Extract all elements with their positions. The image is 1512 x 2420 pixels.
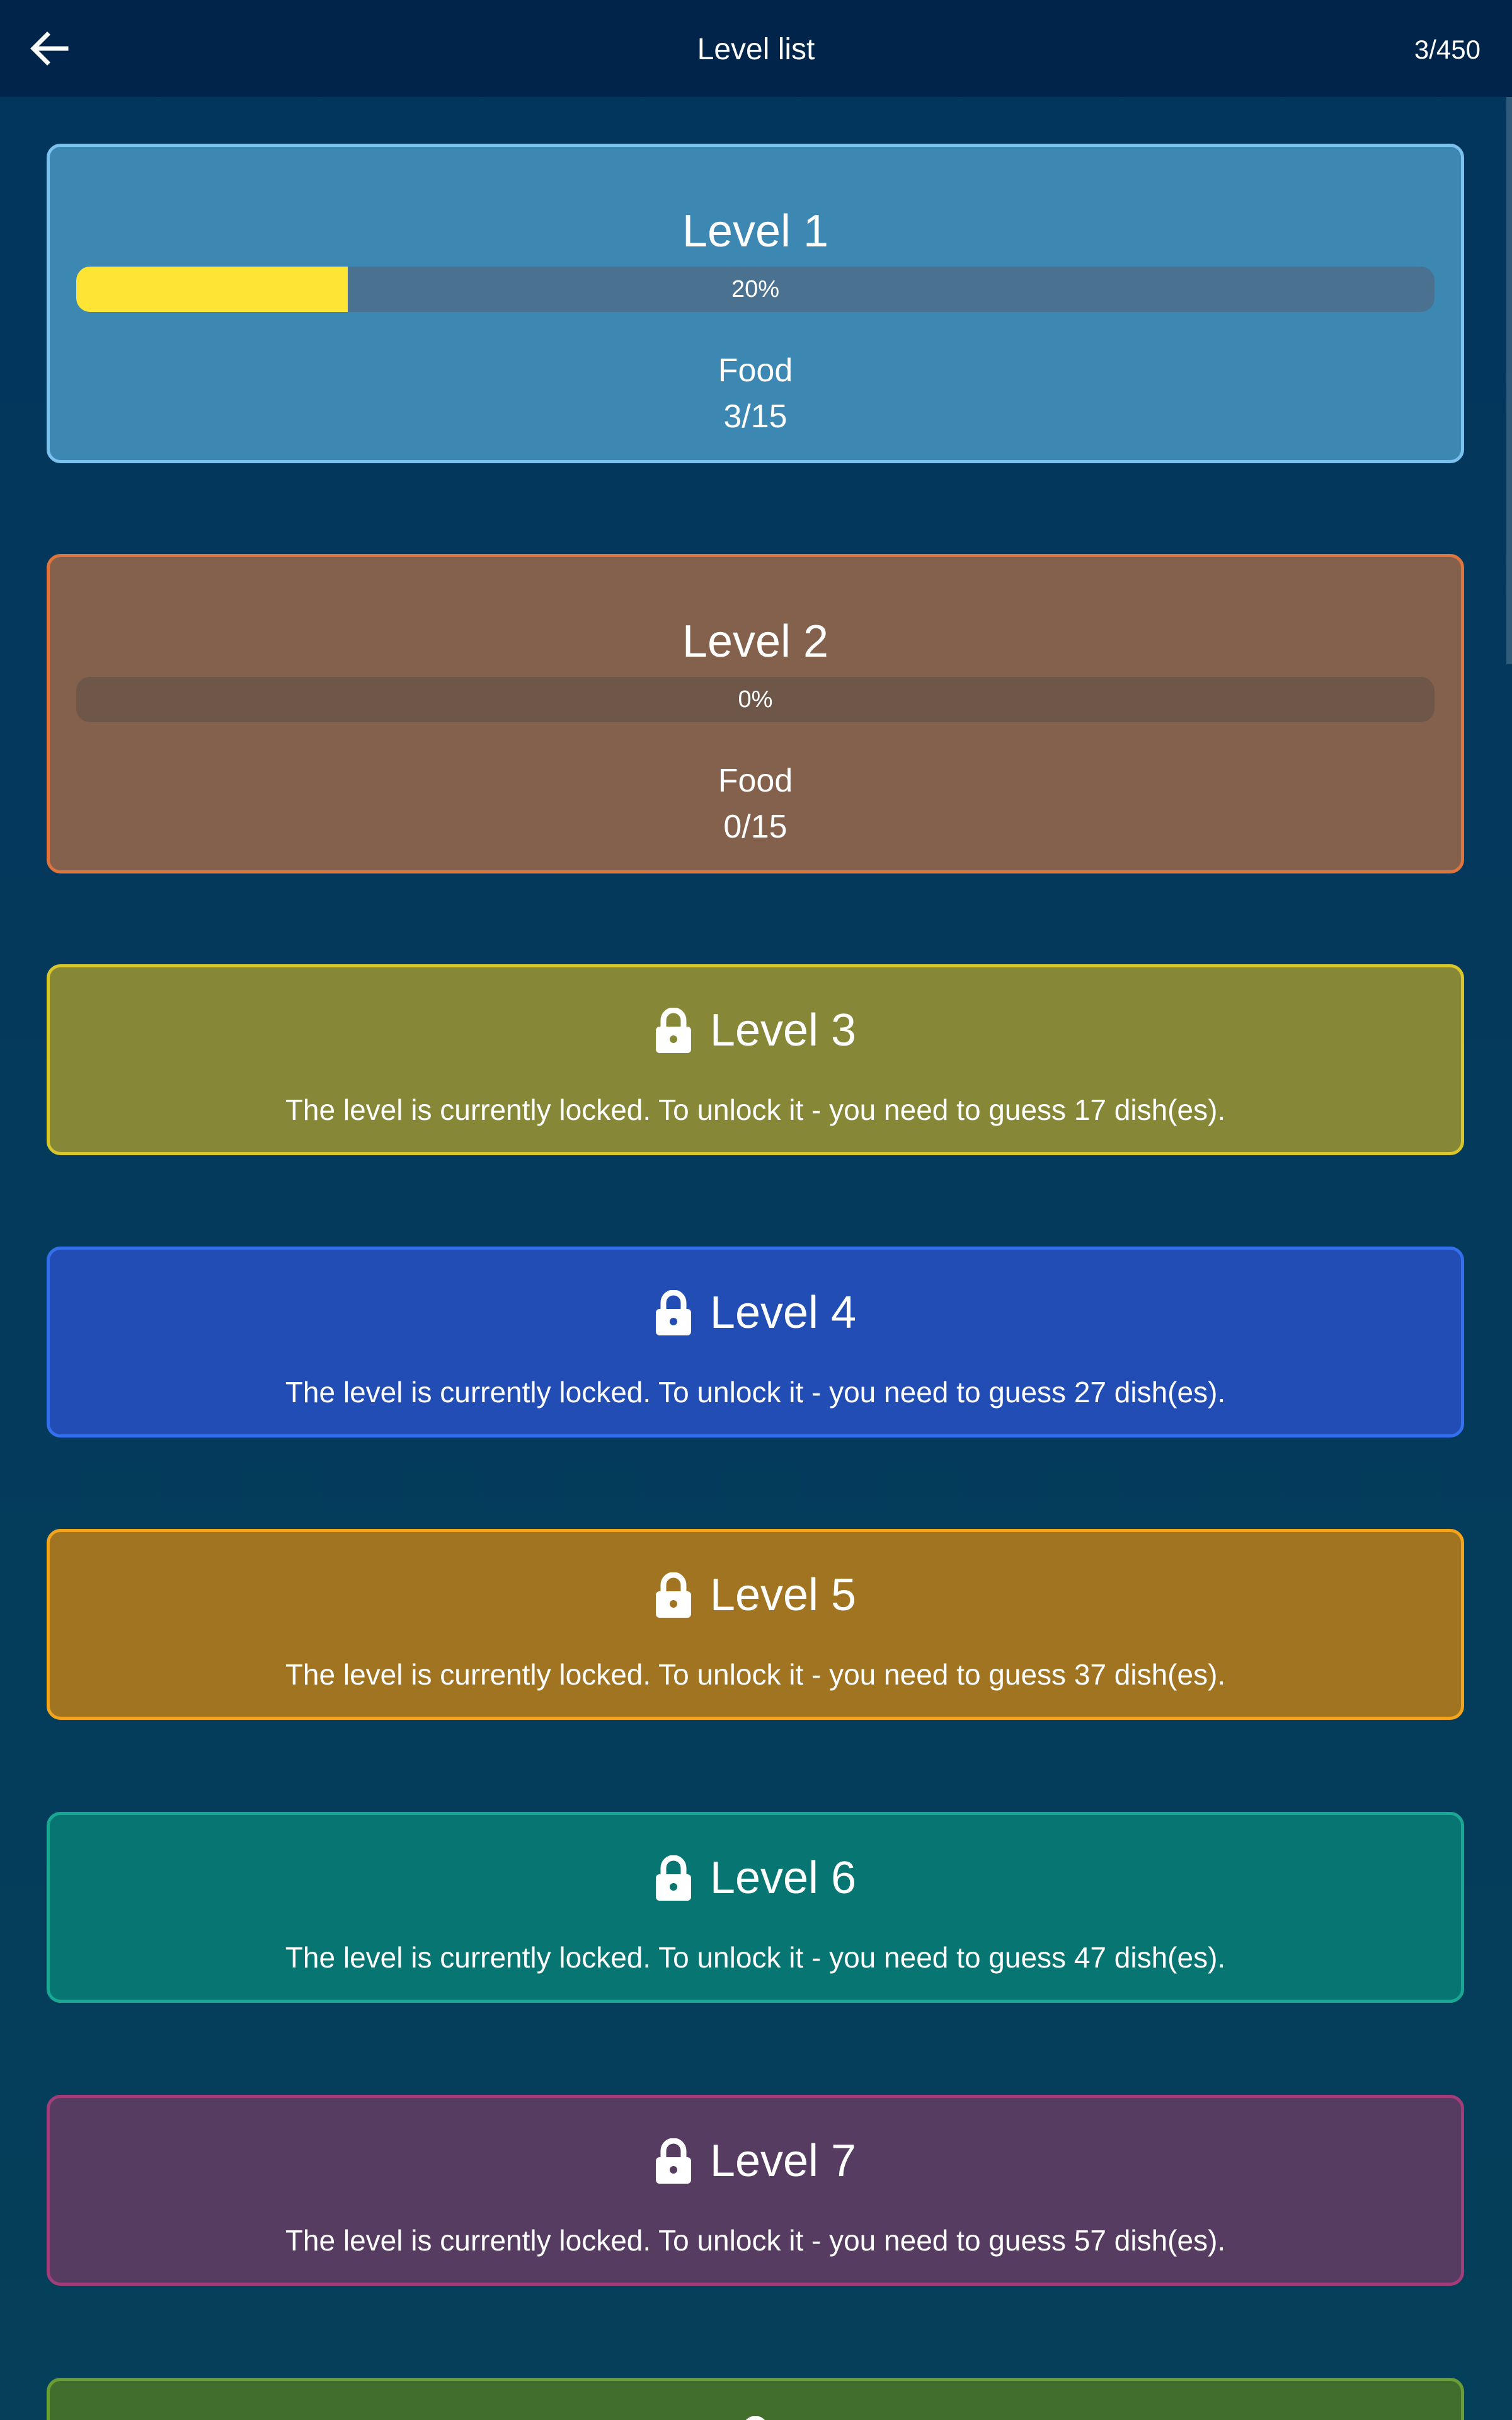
lock-icon: [655, 1290, 692, 1335]
level-category: Food: [718, 763, 793, 799]
level-title-row: [50, 1005, 1461, 1056]
level-title: Level 1: [682, 206, 829, 256]
locked-message: The level is currently locked. To unlock it - you need to guess 47 dish(es).: [285, 1941, 1226, 1974]
lock-icon: [655, 1008, 692, 1053]
level-title-row: [50, 2136, 1461, 2186]
progress-label: 20%: [731, 276, 780, 302]
app-header: [0, 0, 1512, 97]
lock-icon: [655, 1572, 692, 1618]
level-title: Level 6: [709, 1853, 857, 1903]
level-title: Level 4: [709, 1288, 857, 1338]
level-card-5[interactable]: [47, 1529, 1464, 1720]
level-title: Level 3: [709, 1005, 857, 1056]
progress-bar: [76, 267, 1435, 312]
level-title-row: [50, 1853, 1461, 1903]
progress-counter: 3/450: [1414, 35, 1480, 64]
level-title-row: [50, 2414, 1461, 2420]
locked-message: The level is currently locked. To unlock it - you need to guess 37 dish(es).: [285, 1658, 1226, 1691]
scrollbar[interactable]: [1506, 97, 1512, 664]
level-count: 3/15: [723, 398, 788, 435]
page-title: Level list: [697, 33, 815, 66]
locked-message: The level is currently locked. To unlock it - you need to guess 27 dish(es).: [285, 1376, 1226, 1409]
level-title-row: [50, 1288, 1461, 1338]
level-title: Level 2: [682, 616, 829, 667]
level-title-row: [50, 1570, 1461, 1620]
level-title: Level 5: [709, 1570, 857, 1620]
level-card-3[interactable]: [47, 964, 1464, 1155]
lock-icon: [655, 2138, 692, 2184]
progress-bar: [76, 677, 1435, 722]
level-title: Level 7: [709, 2136, 857, 2186]
progress-label: 0%: [738, 686, 773, 713]
level-count: 0/15: [723, 809, 788, 845]
level-card-7[interactable]: [47, 2095, 1464, 2286]
lock-icon: [655, 1855, 692, 1901]
level-card-4[interactable]: [47, 1247, 1464, 1438]
level-category: Food: [718, 352, 793, 389]
level-card-2[interactable]: [47, 554, 1464, 873]
level-card-1[interactable]: [47, 144, 1464, 463]
locked-message: The level is currently locked. To unlock it - you need to guess 57 dish(es).: [285, 2224, 1226, 2257]
level-card-8[interactable]: [47, 2378, 1464, 2420]
level-card-6[interactable]: [47, 1812, 1464, 2003]
lock-icon: [736, 2416, 774, 2420]
locked-message: The level is currently locked. To unlock it - you need to guess 17 dish(es).: [285, 1093, 1226, 1126]
